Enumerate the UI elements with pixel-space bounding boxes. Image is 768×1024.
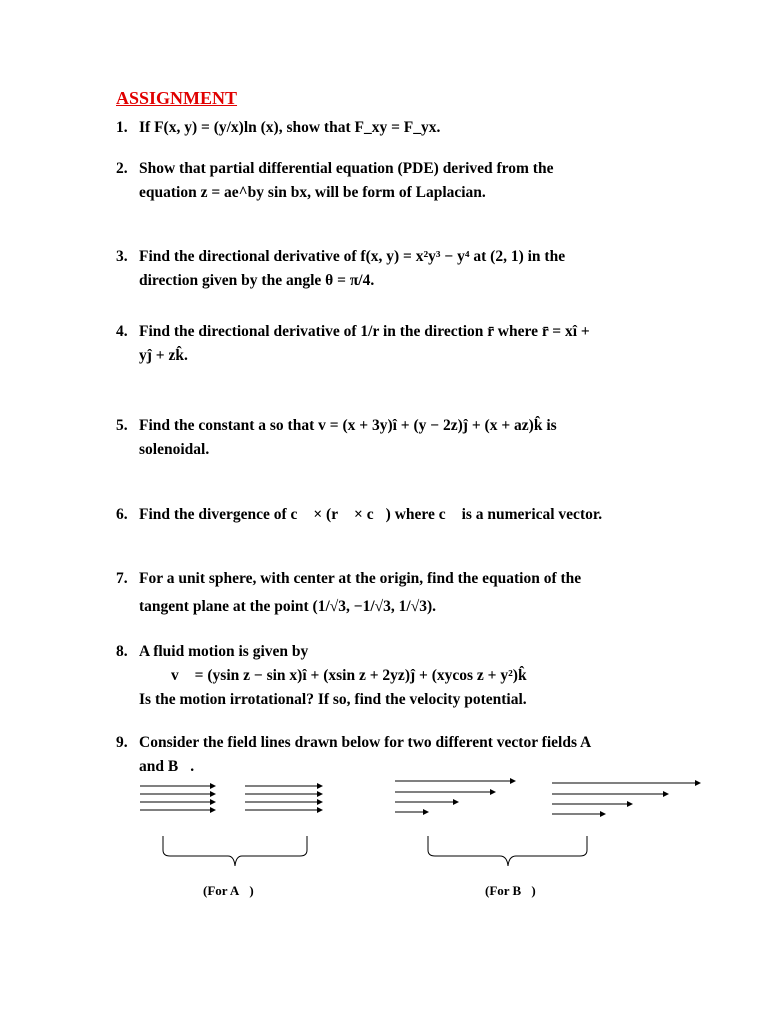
question-3 <box>116 245 676 293</box>
field-b-lines <box>395 781 700 814</box>
question-text-line: Is the motion irrotational? If so, find the velocity potential. <box>139 691 527 708</box>
question-4 <box>116 320 676 368</box>
question-text: Find the divergence of c⃗ × (r⃗ × c⃗) where c⃗ is a numerical vector. <box>139 506 603 523</box>
question-text-line: Find the directional derivative of 1/r in the direction r̄ where r̄ = xî + <box>139 323 590 340</box>
field-a-lines <box>140 786 322 810</box>
question-number: 2. <box>116 160 128 177</box>
question-number: 5. <box>116 417 128 434</box>
question-text-line: and B⃗. <box>139 758 195 775</box>
question-1 <box>116 116 676 140</box>
question-text-line: Consider the field lines drawn below for two different vector fields A⃗ <box>139 734 604 751</box>
question-5 <box>116 414 676 462</box>
question-text-line: A fluid motion is given by <box>139 643 309 660</box>
question-text-line: direction given by the angle θ = π/4. <box>139 272 375 289</box>
caption-field-b: (For B⃗) <box>485 883 536 898</box>
question-number: 8. <box>116 643 128 660</box>
question-text-line: Show that partial differential equation (PDE) derived from the <box>139 160 554 177</box>
question-number: 4. <box>116 323 128 340</box>
question-text: If F(x, y) = (y/x)ln (x), show that F_xy = F_yx. <box>139 119 441 136</box>
question-number: 9. <box>116 734 128 751</box>
assignment-title: ASSIGNMENT <box>116 88 238 108</box>
question-text-line: Find the directional derivative of f(x, y) = x²y³ − y⁴ at (2, 1) in the <box>139 248 566 265</box>
question-6 <box>116 503 676 527</box>
question-text-line: equation z = ae^by sin bx, will be form of Laplacian. <box>139 184 486 201</box>
question-8 <box>116 640 676 712</box>
question-number: 6. <box>116 506 128 523</box>
question-number: 3. <box>116 248 128 265</box>
brace-b <box>428 836 587 866</box>
question-text-line: yĵ + zk̂. <box>139 347 188 364</box>
question-2 <box>116 157 676 205</box>
velocity-field-equation: v⃗ = (ysin z − sin x)î + (xsin z + 2yz)ĵ + (xycos z + y²)k̂ <box>171 667 527 684</box>
caption-field-a: (For A⃗) <box>203 883 254 898</box>
velocity-field-line <box>139 664 676 688</box>
question-text-line: Find the constant a so that v = (x + 3y)î + (y − 2z)ĵ + (x + az)k̂ is <box>139 417 557 434</box>
question-text-line: solenoidal. <box>139 441 210 458</box>
question-7 <box>116 567 676 619</box>
question-number: 7. <box>116 570 128 587</box>
question-text-line: tangent plane at the point (1/√3, −1/√3, 1/√3). <box>139 598 436 615</box>
question-number: 1. <box>116 119 128 136</box>
question-text-line: For a unit sphere, with center at the origin, find the equation of the <box>139 570 582 587</box>
field-lines-diagram <box>0 770 768 880</box>
brace-a <box>163 836 307 866</box>
